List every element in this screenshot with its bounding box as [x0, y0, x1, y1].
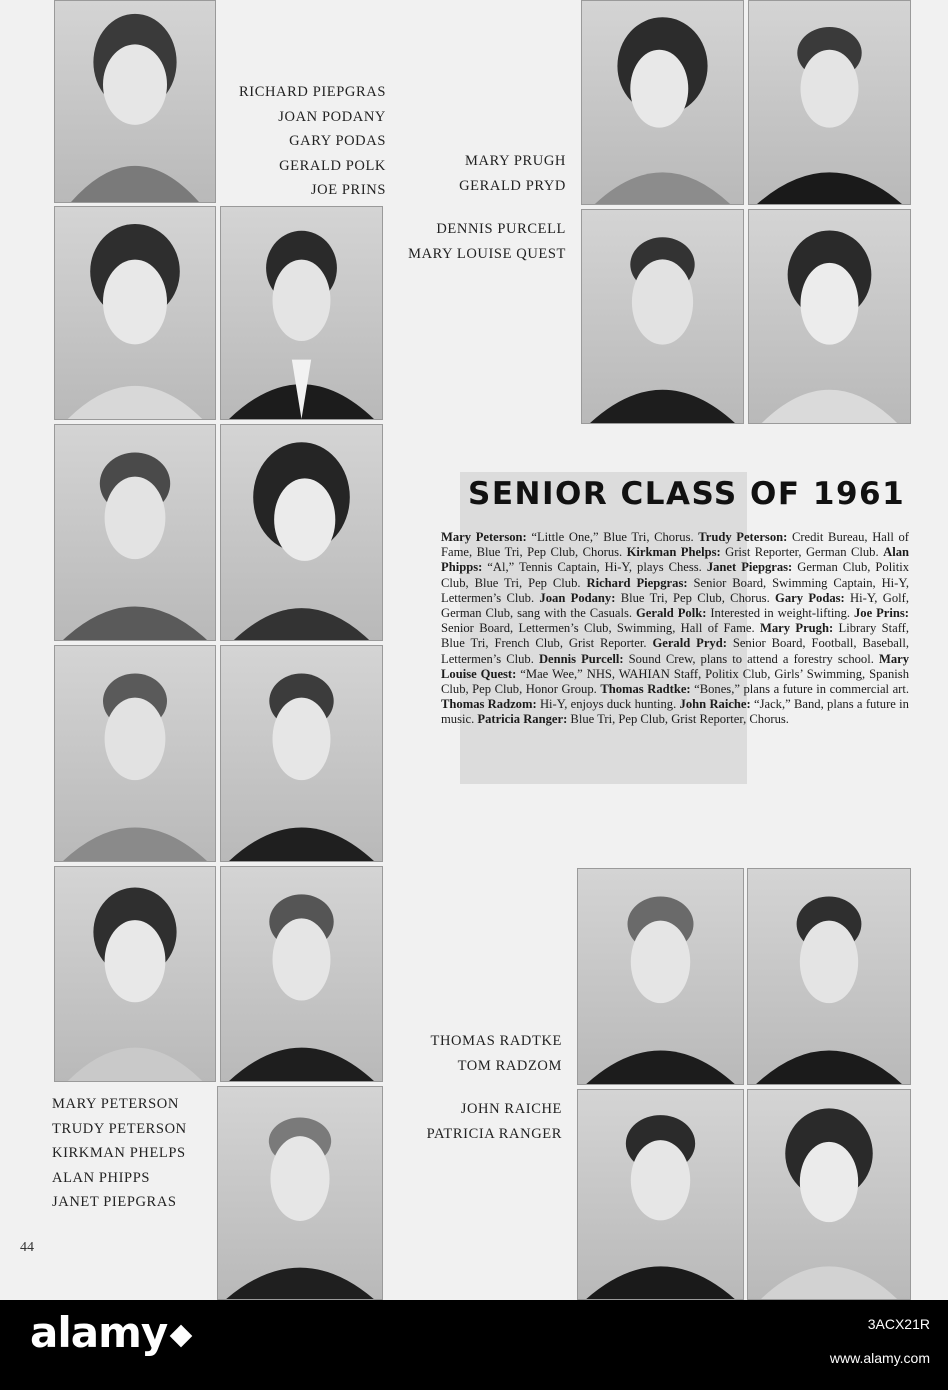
- bio-activities: “Jack,” Band, plans a future in music.: [441, 697, 909, 727]
- diamond-icon: [170, 1324, 193, 1347]
- portrait-photo: [581, 209, 744, 424]
- bio-student-name: Kirkman Phelps:: [626, 545, 721, 560]
- portrait-photo: [54, 645, 216, 862]
- bio-activities: Blue Tri, Pep Club, Grist Reporter, Chorus.: [567, 712, 789, 727]
- names-lower-left: [52, 1092, 212, 1215]
- bio-activities: “Bones,” plans a future in commercial art.: [690, 682, 910, 697]
- student-name: DENNIS PURCELL: [436, 221, 566, 237]
- student-name: KIRKMAN PHELPS: [52, 1145, 186, 1161]
- student-name: GERALD POLK: [279, 157, 386, 174]
- student-name: JANET PIEPGRAS: [52, 1194, 177, 1210]
- bio-student-name: Mary Peterson:: [441, 530, 527, 544]
- bio-activities: Library Staff, Blue Tri, French Club, Grist Reporter.: [441, 621, 909, 651]
- portrait-photo: [54, 206, 216, 420]
- brand-logo: [30, 1308, 189, 1357]
- portrait-photo: [748, 209, 911, 424]
- bio-activities: Senior Board, Lettermen’s Club, Swimming, Hall of Fame.: [441, 621, 760, 636]
- site-url: www.alamy.com: [829, 1350, 930, 1366]
- bio-student-name: Patricia Ranger:: [477, 712, 568, 727]
- bio-activities: Credit Bureau, Hall of Fame, Blue Tri, Pep Club, Chorus.: [441, 530, 909, 560]
- student-name: TRUDY PETERSON: [52, 1120, 187, 1137]
- bio-activities: Sound Crew, plans to attend a forestry school.: [623, 651, 879, 666]
- student-name: TOM RADZOM: [457, 1057, 562, 1074]
- bio-student-name: Thomas Radzom:: [441, 697, 537, 712]
- names-upper-mid-a: [400, 149, 566, 198]
- bio-student-name: Thomas Radtke:: [600, 682, 691, 697]
- student-name: JOAN PODANY: [278, 108, 386, 125]
- bio-activities: German Club, Politix Club, Blue Tri, Pep Club.: [441, 560, 910, 590]
- bio-activities: Hi-Y, enjoys duck hunting.: [536, 697, 680, 712]
- student-name: GERALD PRYD: [459, 177, 566, 194]
- portrait-photo: [748, 0, 911, 205]
- bio-activities: Interested in weight-lifting.: [706, 606, 854, 621]
- student-name: JOHN RAICHE: [460, 1101, 562, 1117]
- bio-student-name: Alan Phipps:: [441, 545, 909, 575]
- bio-activities: “Mae Wee,” NHS, WAHIAN Staff, Politix Club, Girls’ Swimming, Spanish Club, Pep Club, Honor Group.: [441, 666, 909, 697]
- bio-activities: “Little One,” Blue Tri, Chorus.: [526, 530, 699, 544]
- bio-student-name: Trudy Peterson:: [698, 530, 788, 544]
- bio-student-name: Joan Podany:: [539, 590, 616, 605]
- bio-student-name: John Raiche:: [679, 697, 751, 712]
- student-name: JOE PRINS: [310, 182, 386, 198]
- bio-activities: Senior Board, Swimming Captain, Hi-Y, Lettermen’s Club.: [441, 575, 909, 605]
- student-name: THOMAS RADTKE: [430, 1033, 562, 1049]
- bio-activities: Hi-Y, Golf, German Club, sang with the Casuals.: [441, 590, 909, 621]
- bio-student-name: Mary Prugh:: [759, 621, 834, 636]
- portrait-photo: [577, 868, 744, 1085]
- bio-activities: Blue Tri, Pep Club, Chorus.: [615, 590, 776, 605]
- bio-activities: “Al,” Tennis Captain, Hi-Y, plays Chess.: [482, 560, 707, 575]
- bio-student-name: Richard Piepgras:: [586, 575, 688, 590]
- brand-name: alamy: [30, 1308, 168, 1357]
- portrait-photo: [581, 0, 744, 205]
- bio-student-name: Joe Prins:: [854, 606, 909, 621]
- student-name: GARY PODAS: [289, 133, 386, 149]
- portrait-photo: [747, 868, 911, 1085]
- bio-activities: Senior Board, Football, Baseball, Lettermen’s Club.: [441, 636, 910, 666]
- portrait-photo: [54, 866, 216, 1082]
- portrait-photo: [54, 0, 216, 203]
- image-id: 3ACX21R: [867, 1316, 930, 1332]
- student-name: RICHARD PIEPGRAS: [239, 84, 386, 100]
- portrait-photo: [220, 424, 383, 641]
- portrait-photo: [217, 1086, 383, 1300]
- bio-student-name: Gerald Pryd:: [652, 636, 727, 651]
- names-upper-mid-b: [390, 217, 566, 266]
- names-lower-mid-a: [400, 1029, 562, 1078]
- bio-student-name: Mary Louise Quest:: [441, 651, 910, 681]
- student-name: MARY LOUISE QUEST: [408, 245, 566, 262]
- student-name: ALAN PHIPPS: [52, 1169, 151, 1186]
- bio-student-name: Gerald Polk:: [636, 606, 707, 621]
- bio-activities: Grist Reporter, German Club.: [720, 545, 884, 560]
- portrait-photo: [220, 206, 383, 420]
- student-name: PATRICIA RANGER: [426, 1125, 562, 1142]
- student-name: MARY PRUGH: [465, 153, 566, 169]
- names-upper-left: [200, 80, 386, 203]
- portrait-photo: [54, 424, 216, 641]
- page-title: SENIOR CLASS OF 1961: [468, 476, 906, 512]
- senior-activities-text: [441, 530, 909, 728]
- bio-student-name: Janet Piepgras:: [706, 560, 793, 575]
- bio-student-name: Gary Podas:: [775, 590, 845, 605]
- student-name: MARY PETERSON: [52, 1096, 179, 1112]
- names-lower-mid-b: [400, 1097, 562, 1146]
- portrait-photo: [747, 1089, 911, 1300]
- page-number: 44: [20, 1240, 34, 1255]
- bio-student-name: Dennis Purcell:: [538, 651, 624, 666]
- portrait-photo: [577, 1089, 744, 1300]
- portrait-photo: [220, 866, 383, 1082]
- portrait-photo: [220, 645, 383, 862]
